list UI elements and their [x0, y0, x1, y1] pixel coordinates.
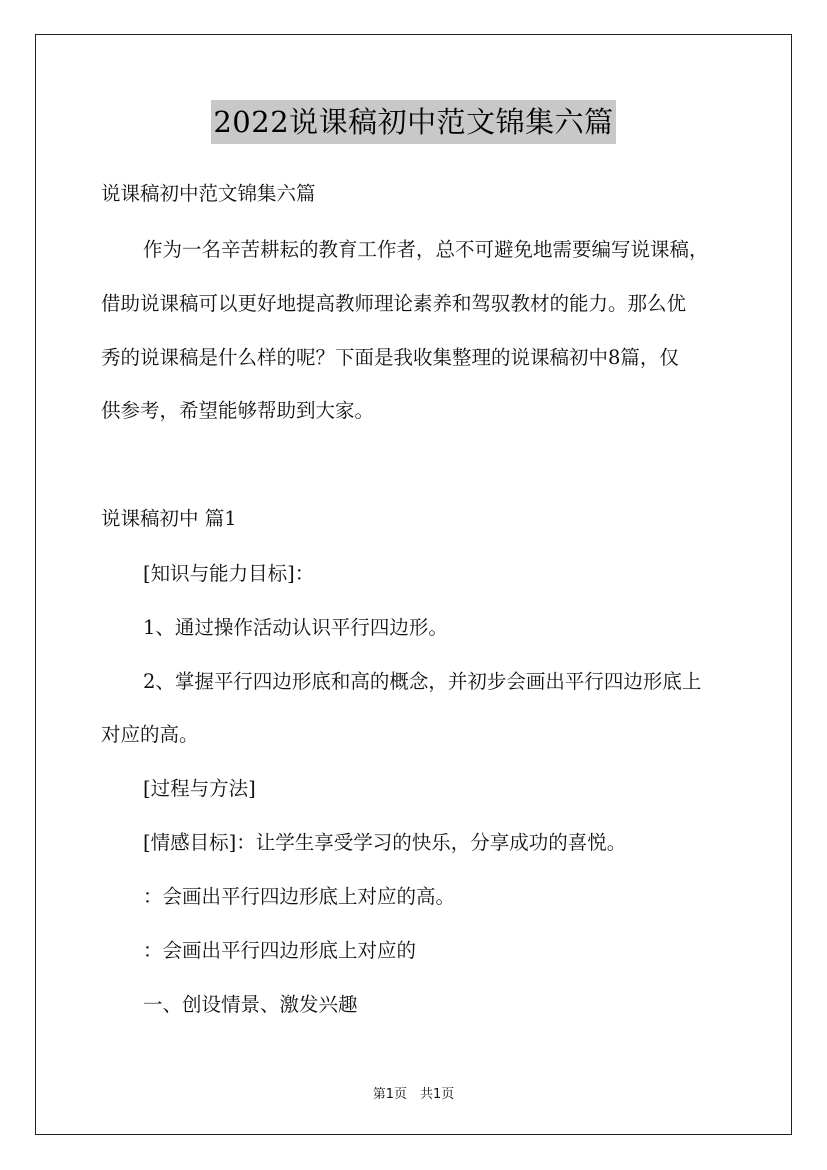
intro-line-2: 借助说课稿可以更好地提高教师理论素养和驾驭教材的能力。那么优 — [101, 292, 687, 315]
page-footer: 第1页 共1页 — [372, 1087, 455, 1102]
body-line-2: 1、通过操作活动认识平行四边形。 — [143, 616, 448, 639]
title-container — [0, 100, 827, 144]
section-heading: 说课稿初中 篇1 — [101, 507, 237, 530]
document-title: 2022说课稿初中范文锦集六篇 — [211, 100, 615, 144]
body-line-1: [知识与能力目标]： — [143, 562, 315, 585]
body-line-4: 对应的高。 — [101, 723, 199, 746]
body-line-6: [情感目标]：让学生享受学习的快乐，分享成功的喜悦。 — [143, 831, 627, 854]
body-line-8: ：会画出平行四边形底上对应的 — [143, 939, 417, 962]
intro-line-3: 秀的说课稿是什么样的呢？下面是我收集整理的说课稿初中8篇，仅 — [101, 346, 679, 369]
document-subtitle: 说课稿初中范文锦集六篇 — [101, 182, 316, 205]
intro-line-1: 作为一名辛苦耕耘的教育工作者，总不可避免地需要编写说课稿， — [143, 238, 709, 261]
intro-line-4: 供参考，希望能够帮助到大家。 — [101, 399, 375, 422]
body-line-9: 一、创设情景、激发兴趣 — [143, 993, 358, 1016]
body-line-3: 2、掌握平行四边形底和高的概念，并初步会画出平行四边形底上 — [143, 670, 702, 693]
body-line-7: ：会画出平行四边形底上对应的高。 — [143, 885, 456, 908]
body-line-5: [过程与方法] — [143, 777, 256, 800]
